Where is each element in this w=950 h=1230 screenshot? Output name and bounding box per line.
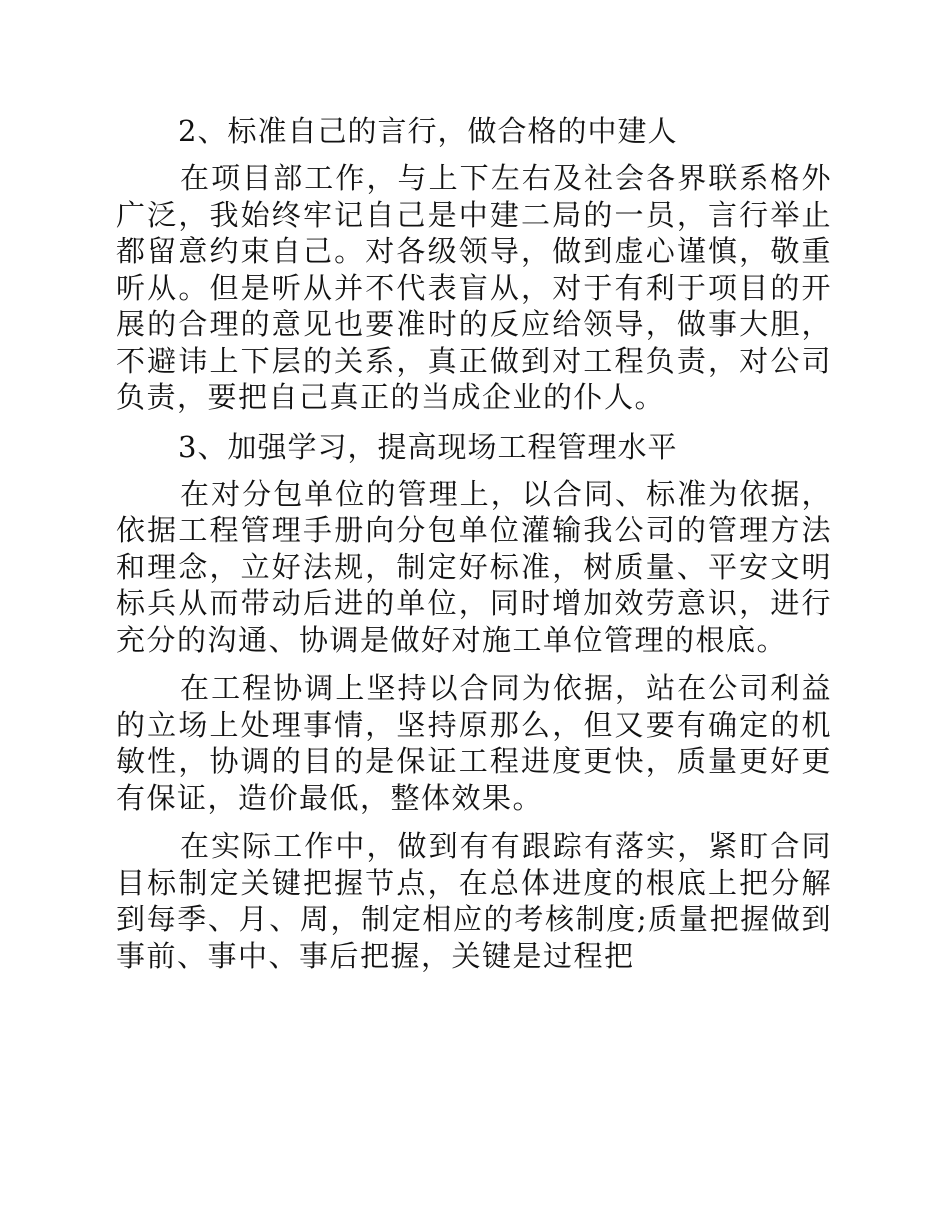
section-heading-3: 3、加强学习，提高现场工程管理水平 [178,429,678,464]
paragraph: 在实际工作中，做到有有跟踪有落实，紧盯合同目标制定关键把握节点，在总体进度的根底上把分解到每季、月、周，制定相应的考核制度;质量把握做到事前、事中、事后把握，关键是过程把 [116,829,832,973]
paragraph: 在工程协调上坚持以合同为依据，站在公司利益的立场上处理事情，坚持原那么，但又要有确定的机敏性，协调的目的是保证工程进度更快，质量更好更有保证，造价最低，整体效果。 [116,671,832,815]
paragraph: 在对分包单位的管理上，以合同、标准为依据，依据工程管理手册向分包单位灌输我公司的管理方法和理念，立好法规，制定好标准，树质量、平安文明标兵从而带动后进的单位，同时增加效劳意识，进行充分的沟通、协调是做好对施工单位管理的根底。 [116,476,832,657]
document-body [116,112,832,986]
paragraph: 在项目部工作，与上下左右及社会各界联系格外广泛，我始终牢记自己是中建二局的一员，言行举止都留意约束自己。对各级领导，做到虚心谨慎，敬重听从。但是听从并不代表盲从，对于有利于项目的开展的合理的意见也要准时的反应给领导，做事大胆，不避讳上下层的关系，真正做到对工程负责，对公司负责，要把自己真正的当成企业的仆人。 [116,161,832,414]
section-heading-2: 2、标准自己的言行，做合格的中建人 [178,114,678,148]
